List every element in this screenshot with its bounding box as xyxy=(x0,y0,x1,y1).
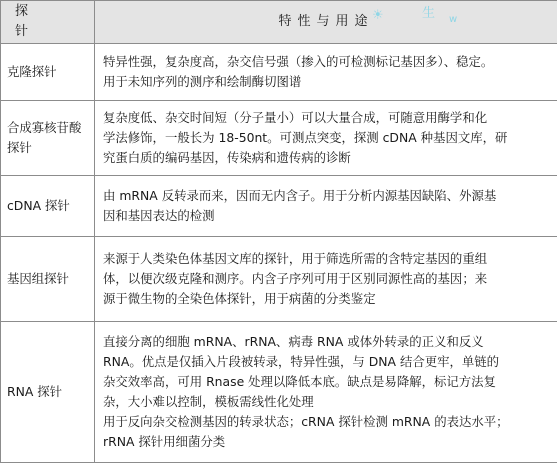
description-line: 特异性强，复杂度高，杂交信号强（掺入的可检测标记基因多）、稳定。 xyxy=(103,52,551,72)
description-line: 杂，大小难以控制，模板需线性化处理 xyxy=(103,392,551,412)
watermark-glyph: 生 xyxy=(422,4,435,24)
probe-name: 基因组探针 xyxy=(1,237,95,322)
description-line: 源于微生物的全染色体探针，用于病菌的分类鉴定 xyxy=(103,289,551,309)
description-line: RNA。优点是仅插入片段被转录，特异性强，与 DNA 结合更牢，单链的 xyxy=(103,352,551,372)
header-properties xyxy=(95,1,557,44)
probe-description xyxy=(95,176,557,237)
description-line: 体，以便次级克隆和测序。内含子序列可用于区别同源性高的基因；来 xyxy=(103,269,551,289)
description-line: 用于未知序列的测序和绘制酶切图谱 xyxy=(103,72,551,92)
description-line: 复杂度低、杂交时间短（分子量小）可以大量合成，可随意用酶学和化 xyxy=(103,108,551,128)
probe-name: 克隆探针 xyxy=(1,44,95,101)
description-line: 直接分离的细胞 mRNA、rRNA、病毒 RNA 或体外转录的正义和反义 xyxy=(103,332,551,352)
description-line: rRNA 探针用细菌分类 xyxy=(103,432,551,452)
table-row xyxy=(1,237,557,322)
watermark-glyph: w xyxy=(449,10,457,30)
probe-description xyxy=(95,237,557,322)
description-line: 由 mRNA 反转录而来，因而无内含子。用于分析内源基因缺陷、外源基 xyxy=(103,186,551,206)
description-line: 杂交效率高，可用 Rnase 处理以降低本底。缺点是易降解，标记方法复 xyxy=(103,372,551,392)
header-properties-label: 特性与用途 xyxy=(278,14,373,29)
probe-name: 合成寡核苷酸探针 xyxy=(1,101,95,176)
probe-description xyxy=(95,322,557,463)
table-row xyxy=(1,44,557,101)
probe-name: RNA 探针 xyxy=(1,322,95,463)
table-row xyxy=(1,101,557,176)
header-probe: 探 针 xyxy=(1,1,95,44)
watermark-glyph: ☀ xyxy=(372,6,384,26)
probe-description xyxy=(95,101,557,176)
description-line: 究蛋白质的编码基因，传染病和遗传病的诊断 xyxy=(103,148,551,168)
description-line: 来源于人类染色体基因文库的探针，用于筛选所需的含特定基因的重组 xyxy=(103,249,551,269)
table-row xyxy=(1,322,557,463)
description-line: 用于反向杂交检测基因的转录状态；cRNA 探针检测 mRNA 的表达水平； xyxy=(103,412,551,432)
description-line: 学法修饰，一般长为 18-50nt。可测点突变，探测 cDNA 种基因文库，研 xyxy=(103,128,551,148)
probe-description xyxy=(95,44,557,101)
table-header-row xyxy=(1,1,557,44)
probe-name: cDNA 探针 xyxy=(1,176,95,237)
table-row xyxy=(1,176,557,237)
description-line: 因和基因表达的检测 xyxy=(103,206,551,226)
